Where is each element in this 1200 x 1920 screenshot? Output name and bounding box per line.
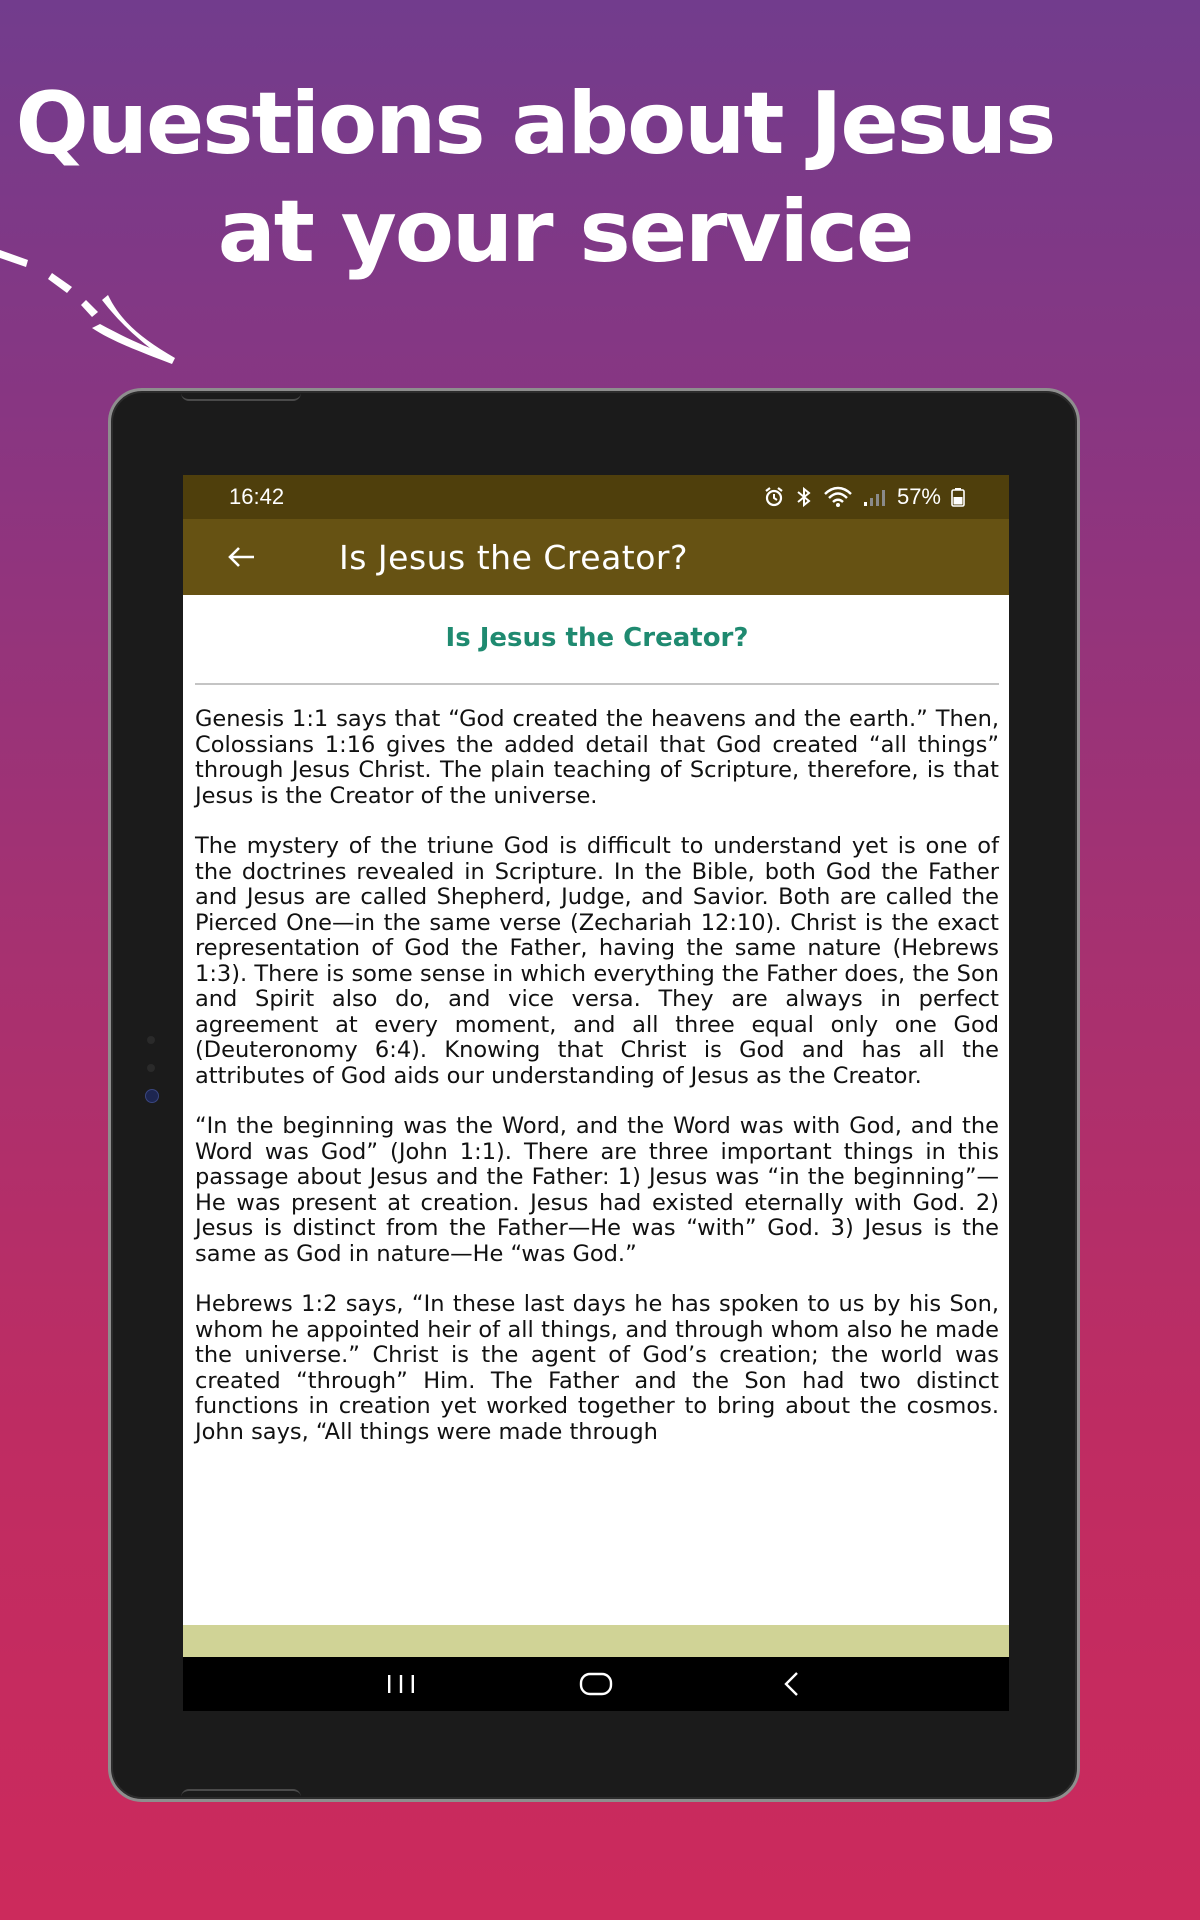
navigation-bar [183, 1657, 1009, 1711]
device-screen [183, 475, 1009, 1711]
app-bar [183, 519, 1009, 595]
home-button[interactable] [566, 1662, 626, 1706]
tablet-sensor [147, 1064, 155, 1072]
alarm-icon [763, 486, 785, 508]
ad-banner[interactable] [183, 1625, 1009, 1657]
tablet-frame [108, 388, 1080, 1802]
nav-back-button[interactable] [761, 1662, 821, 1706]
home-icon [579, 1671, 613, 1697]
title-divider [195, 683, 999, 685]
article-title: Is Jesus the Creator? [445, 623, 749, 653]
wifi-icon [823, 486, 853, 508]
tablet-sensor [147, 1036, 155, 1044]
promo-headline-line2: at your service [217, 182, 913, 282]
status-time: 16:42 [229, 484, 285, 509]
app-bar-title: Is Jesus the Creator? [339, 537, 689, 577]
recent-apps-icon [385, 1672, 417, 1696]
article-paragraph: “In the beginning was the Word, and the Word was with God, and the Word was God” (John 1:1). There are three important things in this passage about Jesus and the Father: 1) Jesus was “in the beginning”—He was present at creation. Jesus had existed eternally with God. 2) Jesus is distinct from the Father—He was “with” God. 3) Jesus is the same as God in nature—He “was God.” [195, 1113, 999, 1267]
status-icons [763, 484, 965, 510]
article-paragraph: Genesis 1:1 says that “God created the heavens and the earth.” Then, Colossians 1:16 gives the added detail that God created “all things” through Jesus Christ. The plain teaching of Scripture, therefore, is that Jesus is the Creator of the universe. [195, 706, 999, 809]
tablet-notch-bottom [181, 1789, 301, 1801]
article-paragraph: The mystery of the triune God is difficult to understand yet is one of the doctrines revealed in Scripture. In the Bible, both God the Father and Jesus are called Shepherd, Judge, and Savior. Both are called the Pierced One—in the same verse (Zechariah 12:10). Christ is the exact representation of God the Father, having the same nature (Hebrews 1:3). There is some sense in which everything the Father does, the Son and Spirit also do, and vice versa. They are always in perfect agreement at every moment, and all three equal only one God (Deuteronomy 6:4). Knowing that Christ is God and has all the attributes of God aids our understanding of Jesus as the Creator. [195, 833, 999, 1089]
status-bar [183, 475, 1009, 519]
article-content[interactable] [183, 595, 1009, 1625]
back-button[interactable] [221, 537, 261, 577]
back-icon [779, 1670, 803, 1698]
bluetooth-icon [795, 486, 813, 508]
battery-icon [951, 487, 965, 507]
tablet-notch-top [181, 389, 301, 401]
dashed-arrow-icon [0, 240, 190, 370]
tablet-camera-icon [145, 1089, 159, 1103]
promo-headline-line1: Questions about Jesus [15, 74, 1055, 174]
signal-icon [863, 487, 887, 507]
recent-apps-button[interactable] [371, 1662, 431, 1706]
arrow-left-icon [226, 545, 256, 569]
article-paragraph: Hebrews 1:2 says, “In these last days he has spoken to us by his Son, whom he appointed heir of all things, and through whom also he made the universe.” Christ is the agent of God’s creation; the world was created “through” Him. The Father and the Son had two distinct functions in creation yet worked together to bring about the cosmos. John says, “All things were made through [195, 1291, 999, 1445]
battery-percent: 57% [896, 484, 941, 509]
